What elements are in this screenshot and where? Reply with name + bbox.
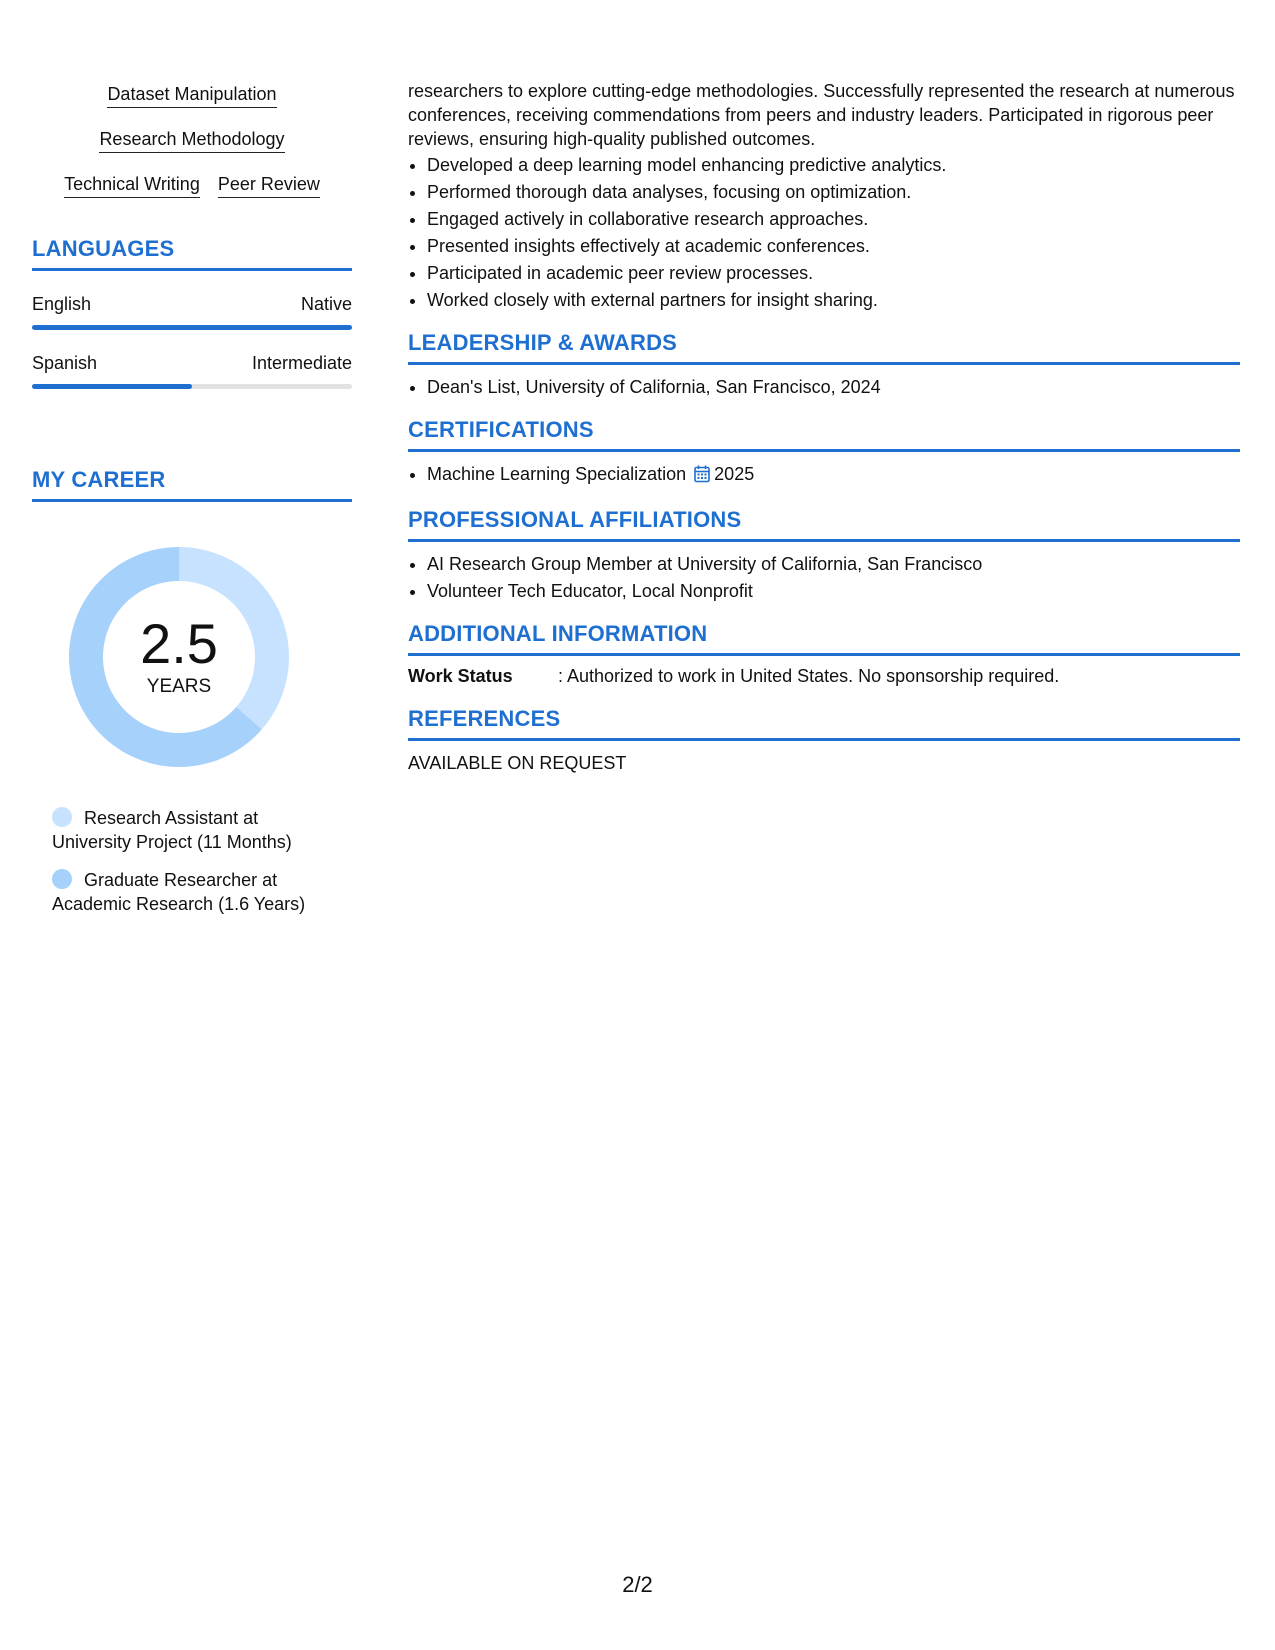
leadership-list xyxy=(408,375,1240,399)
list-item: • Engaged actively in collaborative research approaches. xyxy=(427,207,1240,231)
leadership-heading: LEADERSHIP & AWARDS xyxy=(408,330,1240,365)
certifications-heading: CERTIFICATIONS xyxy=(408,417,1240,452)
additional-info-heading: ADDITIONAL INFORMATION xyxy=(408,621,1240,656)
skill-tag: Peer Review xyxy=(218,172,320,198)
experience-bullets xyxy=(408,153,1240,312)
language-level: Intermediate xyxy=(251,353,352,373)
list-item: • Dean's List, University of California, San Francisco, 2024 xyxy=(427,375,1240,399)
language-level: Native xyxy=(300,294,352,314)
skills-row xyxy=(32,127,352,153)
language-proficiency-bar xyxy=(32,384,352,389)
language-item-spanish xyxy=(32,352,352,389)
list-item: • Performed thorough data analyses, focusing on optimization. xyxy=(427,180,1240,204)
skill-tag: Technical Writing xyxy=(64,172,200,198)
legend-item xyxy=(52,806,342,854)
career-legend xyxy=(52,806,342,916)
list-item: • Volunteer Tech Educator, Local Nonprofit xyxy=(427,579,1240,603)
language-proficiency-fill xyxy=(32,325,352,330)
certification-year: 2025 xyxy=(714,464,755,484)
career-total-value: 2.5 xyxy=(140,612,218,675)
career-heading: MY CAREER xyxy=(32,467,352,502)
work-status-row xyxy=(408,664,1240,688)
legend-item xyxy=(52,868,342,916)
list-item: • Participated in academic peer review processes. xyxy=(427,261,1240,285)
references-text: AVAILABLE ON REQUEST xyxy=(408,753,627,773)
affiliations-heading: PROFESSIONAL AFFILIATIONS xyxy=(408,507,1240,542)
legend-dot xyxy=(52,807,72,827)
list-item xyxy=(427,462,1240,489)
donut-center xyxy=(64,614,294,698)
certifications-list xyxy=(408,462,1240,489)
legend-label: Research Assistant at University Project (11 Months) xyxy=(52,808,292,852)
work-status-value: : Authorized to work in United States. No sponsorship required. xyxy=(558,666,1060,686)
skill-tag: Research Methodology xyxy=(99,127,284,153)
legend-dot xyxy=(52,869,72,889)
calendar-icon xyxy=(694,465,710,489)
skill-tag: Dataset Manipulation xyxy=(107,82,276,108)
work-status-label: Work Status xyxy=(408,666,513,686)
language-name: Spanish xyxy=(32,353,98,373)
language-item-english xyxy=(32,293,352,330)
list-item: • Worked closely with external partners for insight sharing. xyxy=(427,288,1240,312)
career-donut-chart xyxy=(64,542,294,772)
certification-name: Machine Learning Specialization xyxy=(427,464,687,484)
legend-label: Graduate Researcher at Academic Research (1.6 Years) xyxy=(52,870,306,914)
list-item: • AI Research Group Member at University of California, San Francisco xyxy=(427,552,1240,576)
language-proficiency-fill xyxy=(32,384,192,389)
career-total-unit: YEARS xyxy=(146,676,212,697)
list-item: • Developed a deep learning model enhancing predictive analytics. xyxy=(427,153,1240,177)
right-column xyxy=(408,79,1240,775)
references-heading: REFERENCES xyxy=(408,706,1240,741)
skills-row xyxy=(32,172,352,198)
affiliations-list xyxy=(408,552,1240,603)
experience-description: researchers to explore cutting-edge methodologies. Successfully represented the research at numerous conferences, receiving commendations from peers and industry leaders. Participated in rigorous peer reviews, ensuring high-quality published outcomes. xyxy=(408,81,1235,149)
page-number: 2/2 xyxy=(622,1572,653,1597)
language-proficiency-bar xyxy=(32,325,352,330)
left-column xyxy=(32,82,352,930)
languages-heading: LANGUAGES xyxy=(32,236,352,271)
list-item: • Presented insights effectively at academic conferences. xyxy=(427,234,1240,258)
skills-row xyxy=(32,82,352,108)
language-name: English xyxy=(32,294,92,314)
